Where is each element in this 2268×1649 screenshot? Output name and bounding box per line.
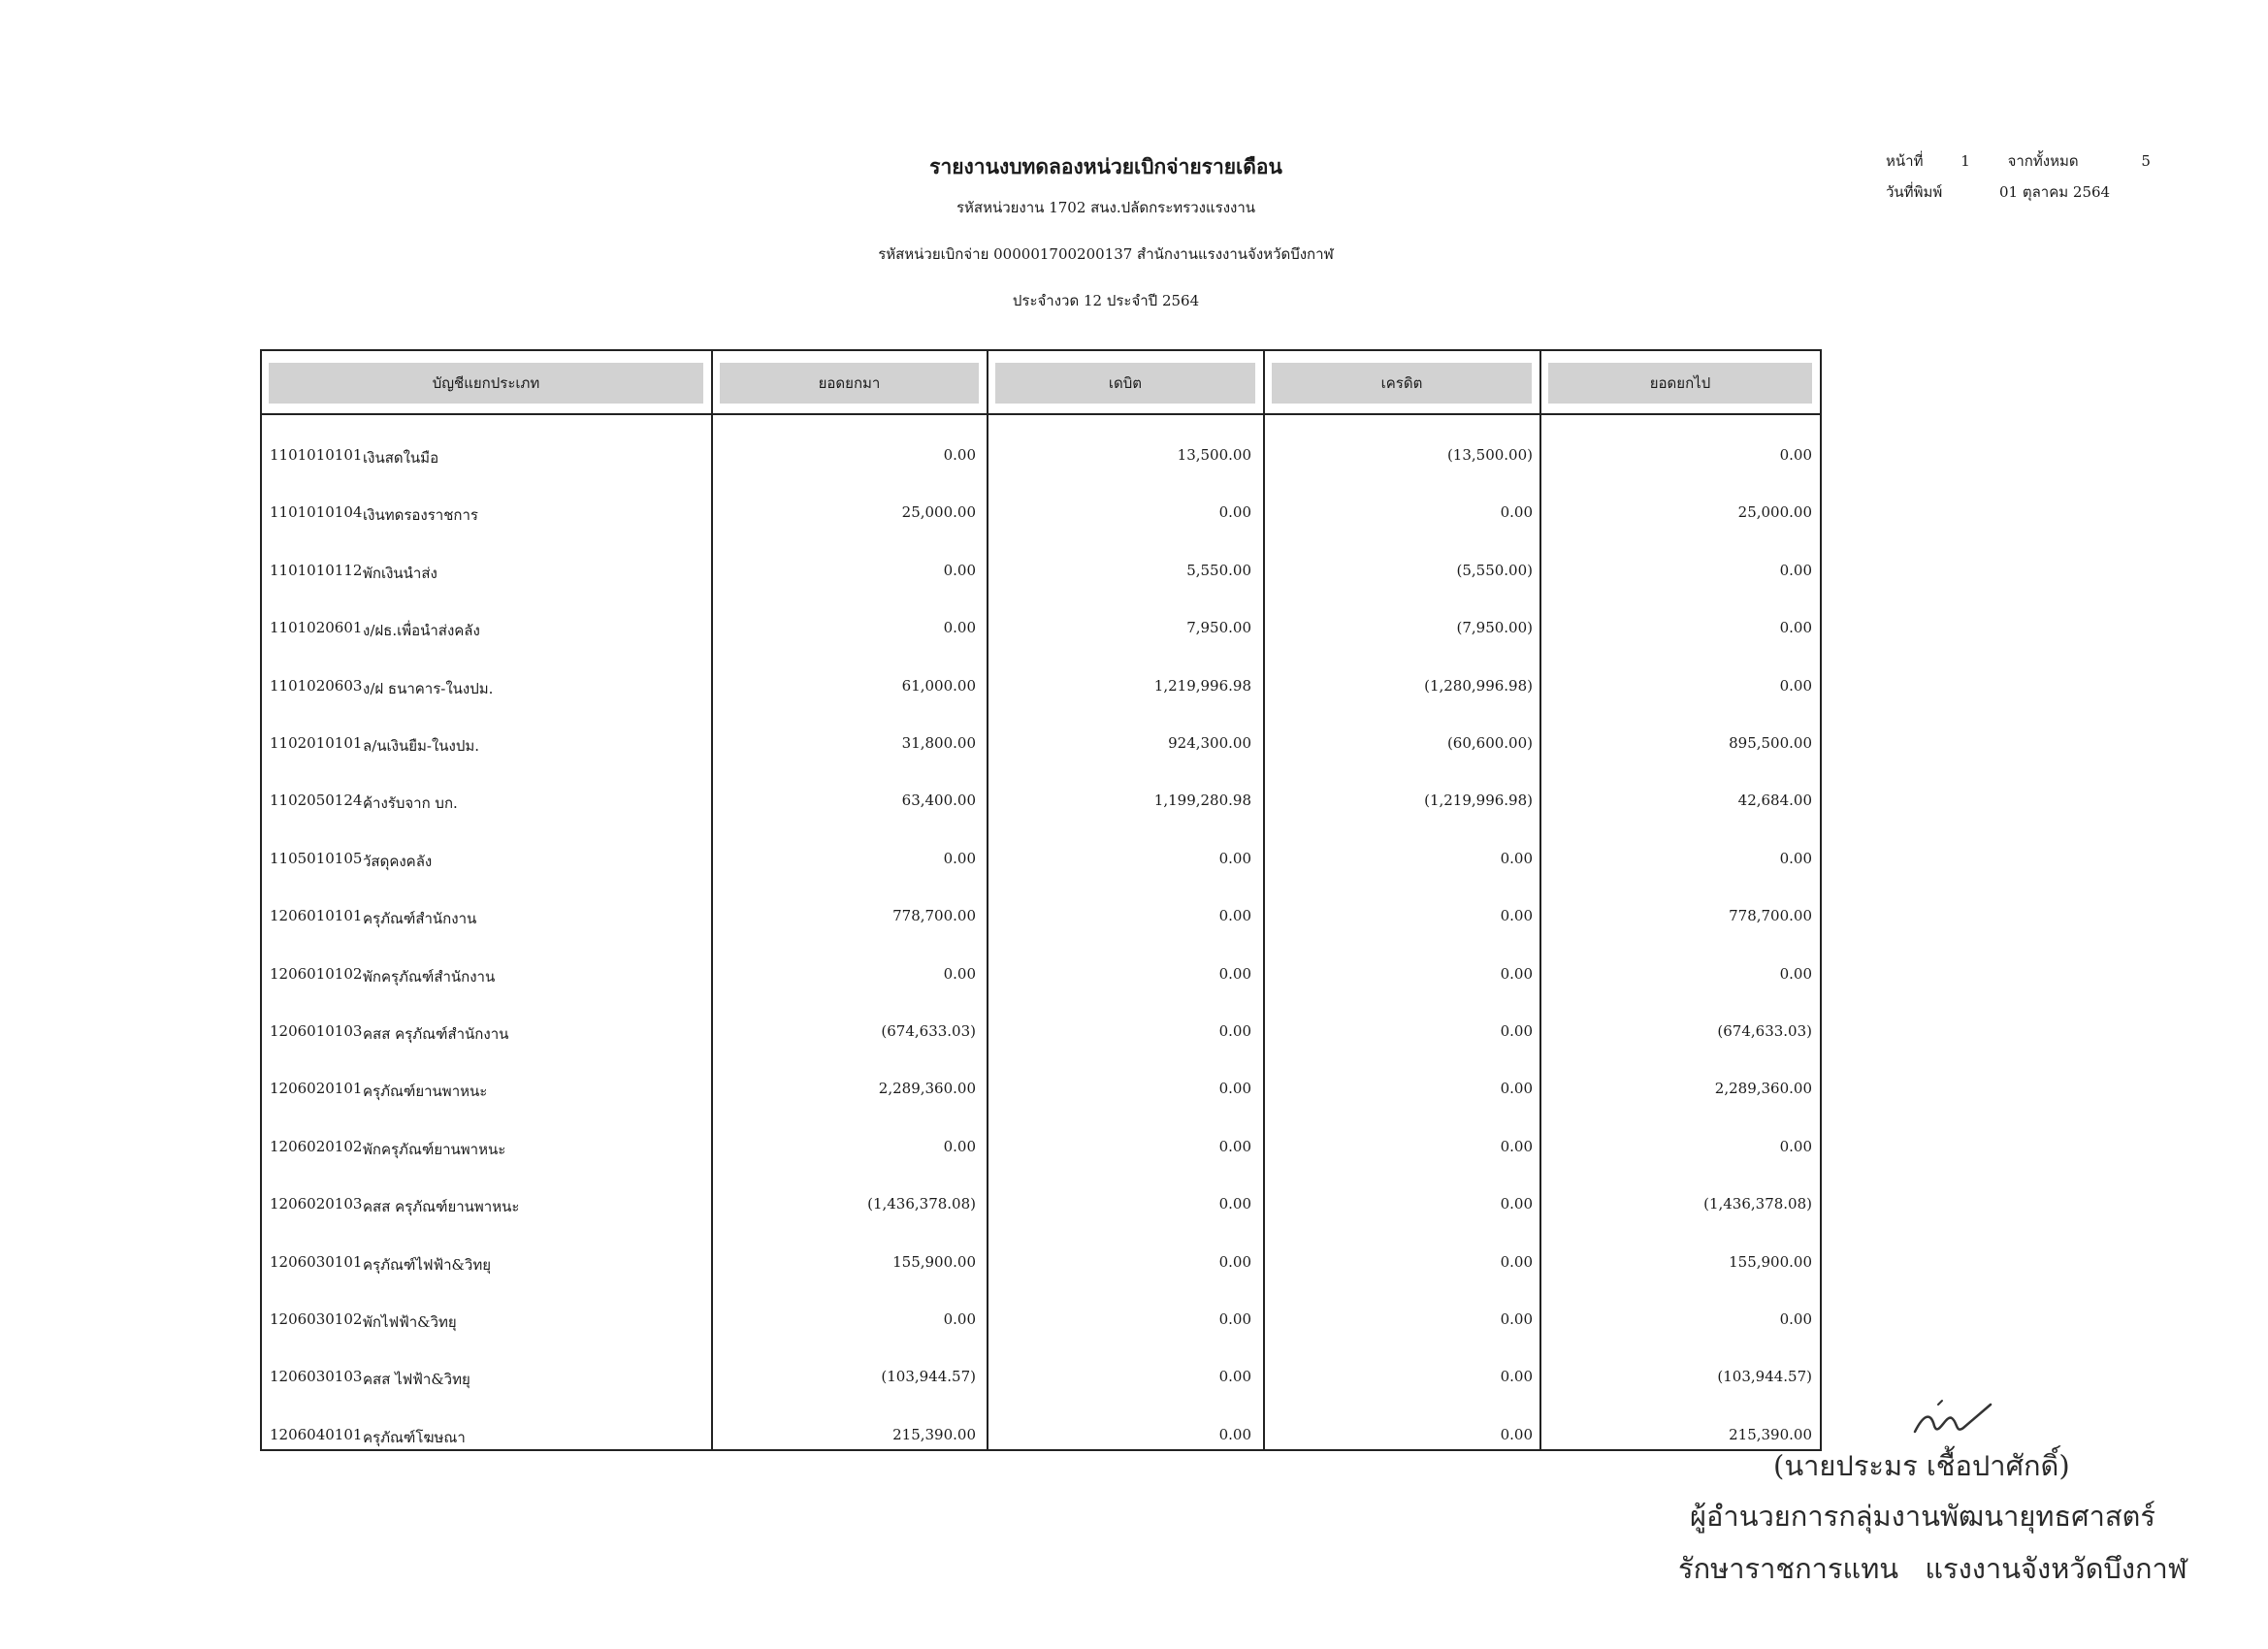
credit-cell: (5,550.00) [1456,562,1533,579]
credit-cell: 0.00 [1500,965,1533,983]
account-name: พักไฟฟ้า&วิทยุ [363,1313,457,1331]
credit-cell: 0.00 [1500,503,1533,521]
header-account: บัญชีแยกประเภท [269,363,703,404]
agency-line: รหัสหน่วยงาน 1702 สนง.ปลัดกระทรวงแรงงาน [956,199,1256,216]
table-row [260,671,1822,700]
account-code: 1105010105 [270,850,363,867]
account-code: 1101010104 [270,503,363,521]
debit-cell: 1,199,280.98 [1153,792,1251,809]
opening-balance-cell: 25,000.00 [901,503,976,521]
account-name: พักครุภัณฑ์ยานพาหนะ [363,1141,506,1158]
closing-balance-cell: 0.00 [1779,446,1812,464]
print-date-info [1886,180,2110,204]
signer-name: (นายประมร เชื้อปาศักดิ์) [1773,1449,2070,1482]
opening-balance-cell: 0.00 [943,965,976,983]
credit-cell: 0.00 [1500,1253,1533,1271]
report-title: รายงานงบทดลองหน่วยเบิกจ่ายรายเดือน [929,154,1282,178]
table-row [260,498,1822,527]
table-row [260,1247,1822,1277]
credit-cell: (1,219,996.98) [1424,792,1533,809]
account-name: ล/นเงินยืม-ในงปม. [363,737,480,755]
debit-cell: 5,550.00 [1186,562,1251,579]
credit-cell: 0.00 [1500,850,1533,867]
total-pages: 5 [2141,152,2151,170]
credit-cell: (7,950.00) [1456,619,1533,636]
table-row [260,959,1822,988]
credit-cell: 0.00 [1500,1138,1533,1155]
table-row [260,1420,1822,1449]
table-row [260,786,1822,815]
closing-balance-cell: (674,633.03) [1717,1022,1812,1040]
closing-balance-cell: 42,684.00 [1737,792,1812,809]
credit-cell: 0.00 [1500,1426,1533,1443]
closing-balance-cell: 778,700.00 [1729,907,1812,924]
account-code: 1206040101 [270,1426,363,1443]
closing-balance-cell: 155,900.00 [1729,1253,1812,1271]
opening-balance-cell: 155,900.00 [892,1253,976,1271]
debit-cell: 0.00 [1218,850,1251,867]
account-code: 1206010102 [270,965,363,983]
opening-balance-cell: 0.00 [943,446,976,464]
closing-balance-cell: 0.00 [1779,619,1812,636]
account-name: ง/ฝธ.เพื่อนำส่งคลัง [363,622,480,639]
print-date: 01 ตุลาคม 2564 [1999,183,2111,201]
account-code: 1206020102 [270,1138,363,1155]
signer-position: ผู้อำนวยการกลุ่มงานพัฒนายุทธศาสตร์ [1690,1500,2155,1533]
credit-cell: 0.00 [1500,907,1533,924]
header-divider [260,413,1822,415]
opening-balance-cell: 778,700.00 [892,907,976,924]
opening-balance-cell: (103,944.57) [881,1368,976,1385]
credit-cell: 0.00 [1500,1310,1533,1328]
table-row [260,728,1822,758]
opening-balance-cell: 215,390.00 [892,1426,976,1443]
account-name: ครุภัณฑ์สำนักงาน [363,910,477,927]
account-name: พักครุภัณฑ์สำนักงาน [363,968,496,986]
table-row [260,1362,1822,1391]
account-name: เงินทดรองราชการ [363,506,478,524]
debit-cell: 1,219,996.98 [1153,677,1251,695]
account-name: วัสดุคงคลัง [363,853,433,870]
account-name: ครุภัณฑ์โฆษณา [363,1429,466,1446]
credit-cell: (13,500.00) [1446,446,1533,464]
closing-balance-cell: (103,944.57) [1717,1368,1812,1385]
page-info [1886,149,2151,173]
header-debit: เดบิต [995,363,1255,404]
account-code: 1206010101 [270,907,363,924]
header-opening-balance: ยอดยกมา [720,363,979,404]
debit-cell: 0.00 [1218,907,1251,924]
account-name: พักเงินนำส่ง [363,565,437,582]
table-row [260,556,1822,585]
handwritten-signature [1909,1397,1996,1441]
closing-balance-cell: 0.00 [1779,1138,1812,1155]
account-code: 1102050124 [270,792,363,809]
account-name: ค้างรับจาก บก. [363,794,458,812]
debit-cell: 0.00 [1218,1022,1251,1040]
table-row [260,1017,1822,1046]
opening-balance-cell: 0.00 [943,850,976,867]
closing-balance-cell: 0.00 [1779,677,1812,695]
credit-cell: (1,280,996.98) [1424,677,1533,695]
print-date-label: วันที่พิมพ์ [1886,183,1943,201]
debit-cell: 0.00 [1218,1195,1251,1212]
closing-balance-cell: 0.00 [1779,965,1812,983]
account-name: คสส ครุภัณฑ์สำนักงาน [363,1025,509,1043]
account-code: 1206010103 [270,1022,363,1040]
opening-balance-cell: 0.00 [943,562,976,579]
opening-balance-cell: 0.00 [943,619,976,636]
closing-balance-cell: 2,289,360.00 [1714,1080,1812,1097]
credit-cell: (60,600.00) [1446,734,1533,752]
account-name: ครุภัณฑ์ยานพาหนะ [363,1083,488,1100]
account-code: 1101010101 [270,446,363,464]
table-row [260,613,1822,642]
closing-balance-cell: (1,436,378.08) [1703,1195,1812,1212]
debit-cell: 924,300.00 [1168,734,1251,752]
account-code: 1206030101 [270,1253,363,1271]
account-name: คสส ไฟฟ้า&วิทยุ [363,1371,470,1388]
debit-cell: 0.00 [1218,1310,1251,1328]
credit-cell: 0.00 [1500,1195,1533,1212]
credit-cell: 0.00 [1500,1022,1533,1040]
account-code: 1206030102 [270,1310,363,1328]
opening-balance-cell: (674,633.03) [881,1022,976,1040]
closing-balance-cell: 0.00 [1779,562,1812,579]
debit-cell: 0.00 [1218,1080,1251,1097]
opening-balance-cell: (1,436,378.08) [867,1195,976,1212]
opening-balance-cell: 0.00 [943,1310,976,1328]
table-row [260,1189,1822,1218]
debit-cell: 0.00 [1218,1138,1251,1155]
table-row [260,1305,1822,1334]
closing-balance-cell: 25,000.00 [1737,503,1812,521]
opening-balance-cell: 2,289,360.00 [878,1080,976,1097]
closing-balance-cell: 215,390.00 [1729,1426,1812,1443]
account-code: 1101020603 [270,677,363,695]
page-label: หน้าที่ [1886,152,1924,170]
account-code: 1101010112 [270,562,363,579]
debit-cell: 0.00 [1218,1253,1251,1271]
closing-balance-cell: 0.00 [1779,1310,1812,1328]
debit-cell: 13,500.00 [1177,446,1251,464]
account-name: เงินสดในมือ [363,449,439,467]
signer-acting: รักษาราชการแทน แรงงานจังหวัดบึงกาฬ [1678,1552,2187,1585]
account-name: คสส ครุภัณฑ์ยานพาหนะ [363,1198,520,1215]
debit-cell: 7,950.00 [1186,619,1251,636]
page-number: 1 [1960,152,1970,170]
account-code: 1101020601 [270,619,363,636]
credit-cell: 0.00 [1500,1080,1533,1097]
opening-balance-cell: 31,800.00 [901,734,976,752]
account-code: 1206030103 [270,1368,363,1385]
header-credit: เครดิต [1272,363,1532,404]
opening-balance-cell: 0.00 [943,1138,976,1155]
table-row [260,1074,1822,1103]
table-row [260,844,1822,873]
opening-balance-cell: 63,400.00 [901,792,976,809]
closing-balance-cell: 895,500.00 [1729,734,1812,752]
debit-cell: 0.00 [1218,503,1251,521]
debit-cell: 0.00 [1218,1368,1251,1385]
disbursing-unit-line: รหัสหน่วยเบิกจ่าย 000001700200137 สำนักงานแรงงานจังหวัดบึงกาฬ [878,245,1334,263]
period-line: ประจำงวด 12 ประจำปี 2564 [1012,292,1200,309]
credit-cell: 0.00 [1500,1368,1533,1385]
debit-cell: 0.00 [1218,965,1251,983]
closing-balance-cell: 0.00 [1779,850,1812,867]
debit-cell: 0.00 [1218,1426,1251,1443]
account-name: ง/ฝ ธนาคาร-ในงปม. [363,680,494,697]
header-closing-balance: ยอดยกไป [1548,363,1812,404]
table-row [260,901,1822,930]
opening-balance-cell: 61,000.00 [901,677,976,695]
account-name: ครุภัณฑ์ไฟฟ้า&วิทยุ [363,1256,492,1274]
total-label: จากทั้งหมด [2007,152,2079,170]
table-row [260,1132,1822,1161]
account-code: 1102010101 [270,734,363,752]
account-code: 1206020101 [270,1080,363,1097]
table-row [260,440,1822,469]
account-code: 1206020103 [270,1195,363,1212]
